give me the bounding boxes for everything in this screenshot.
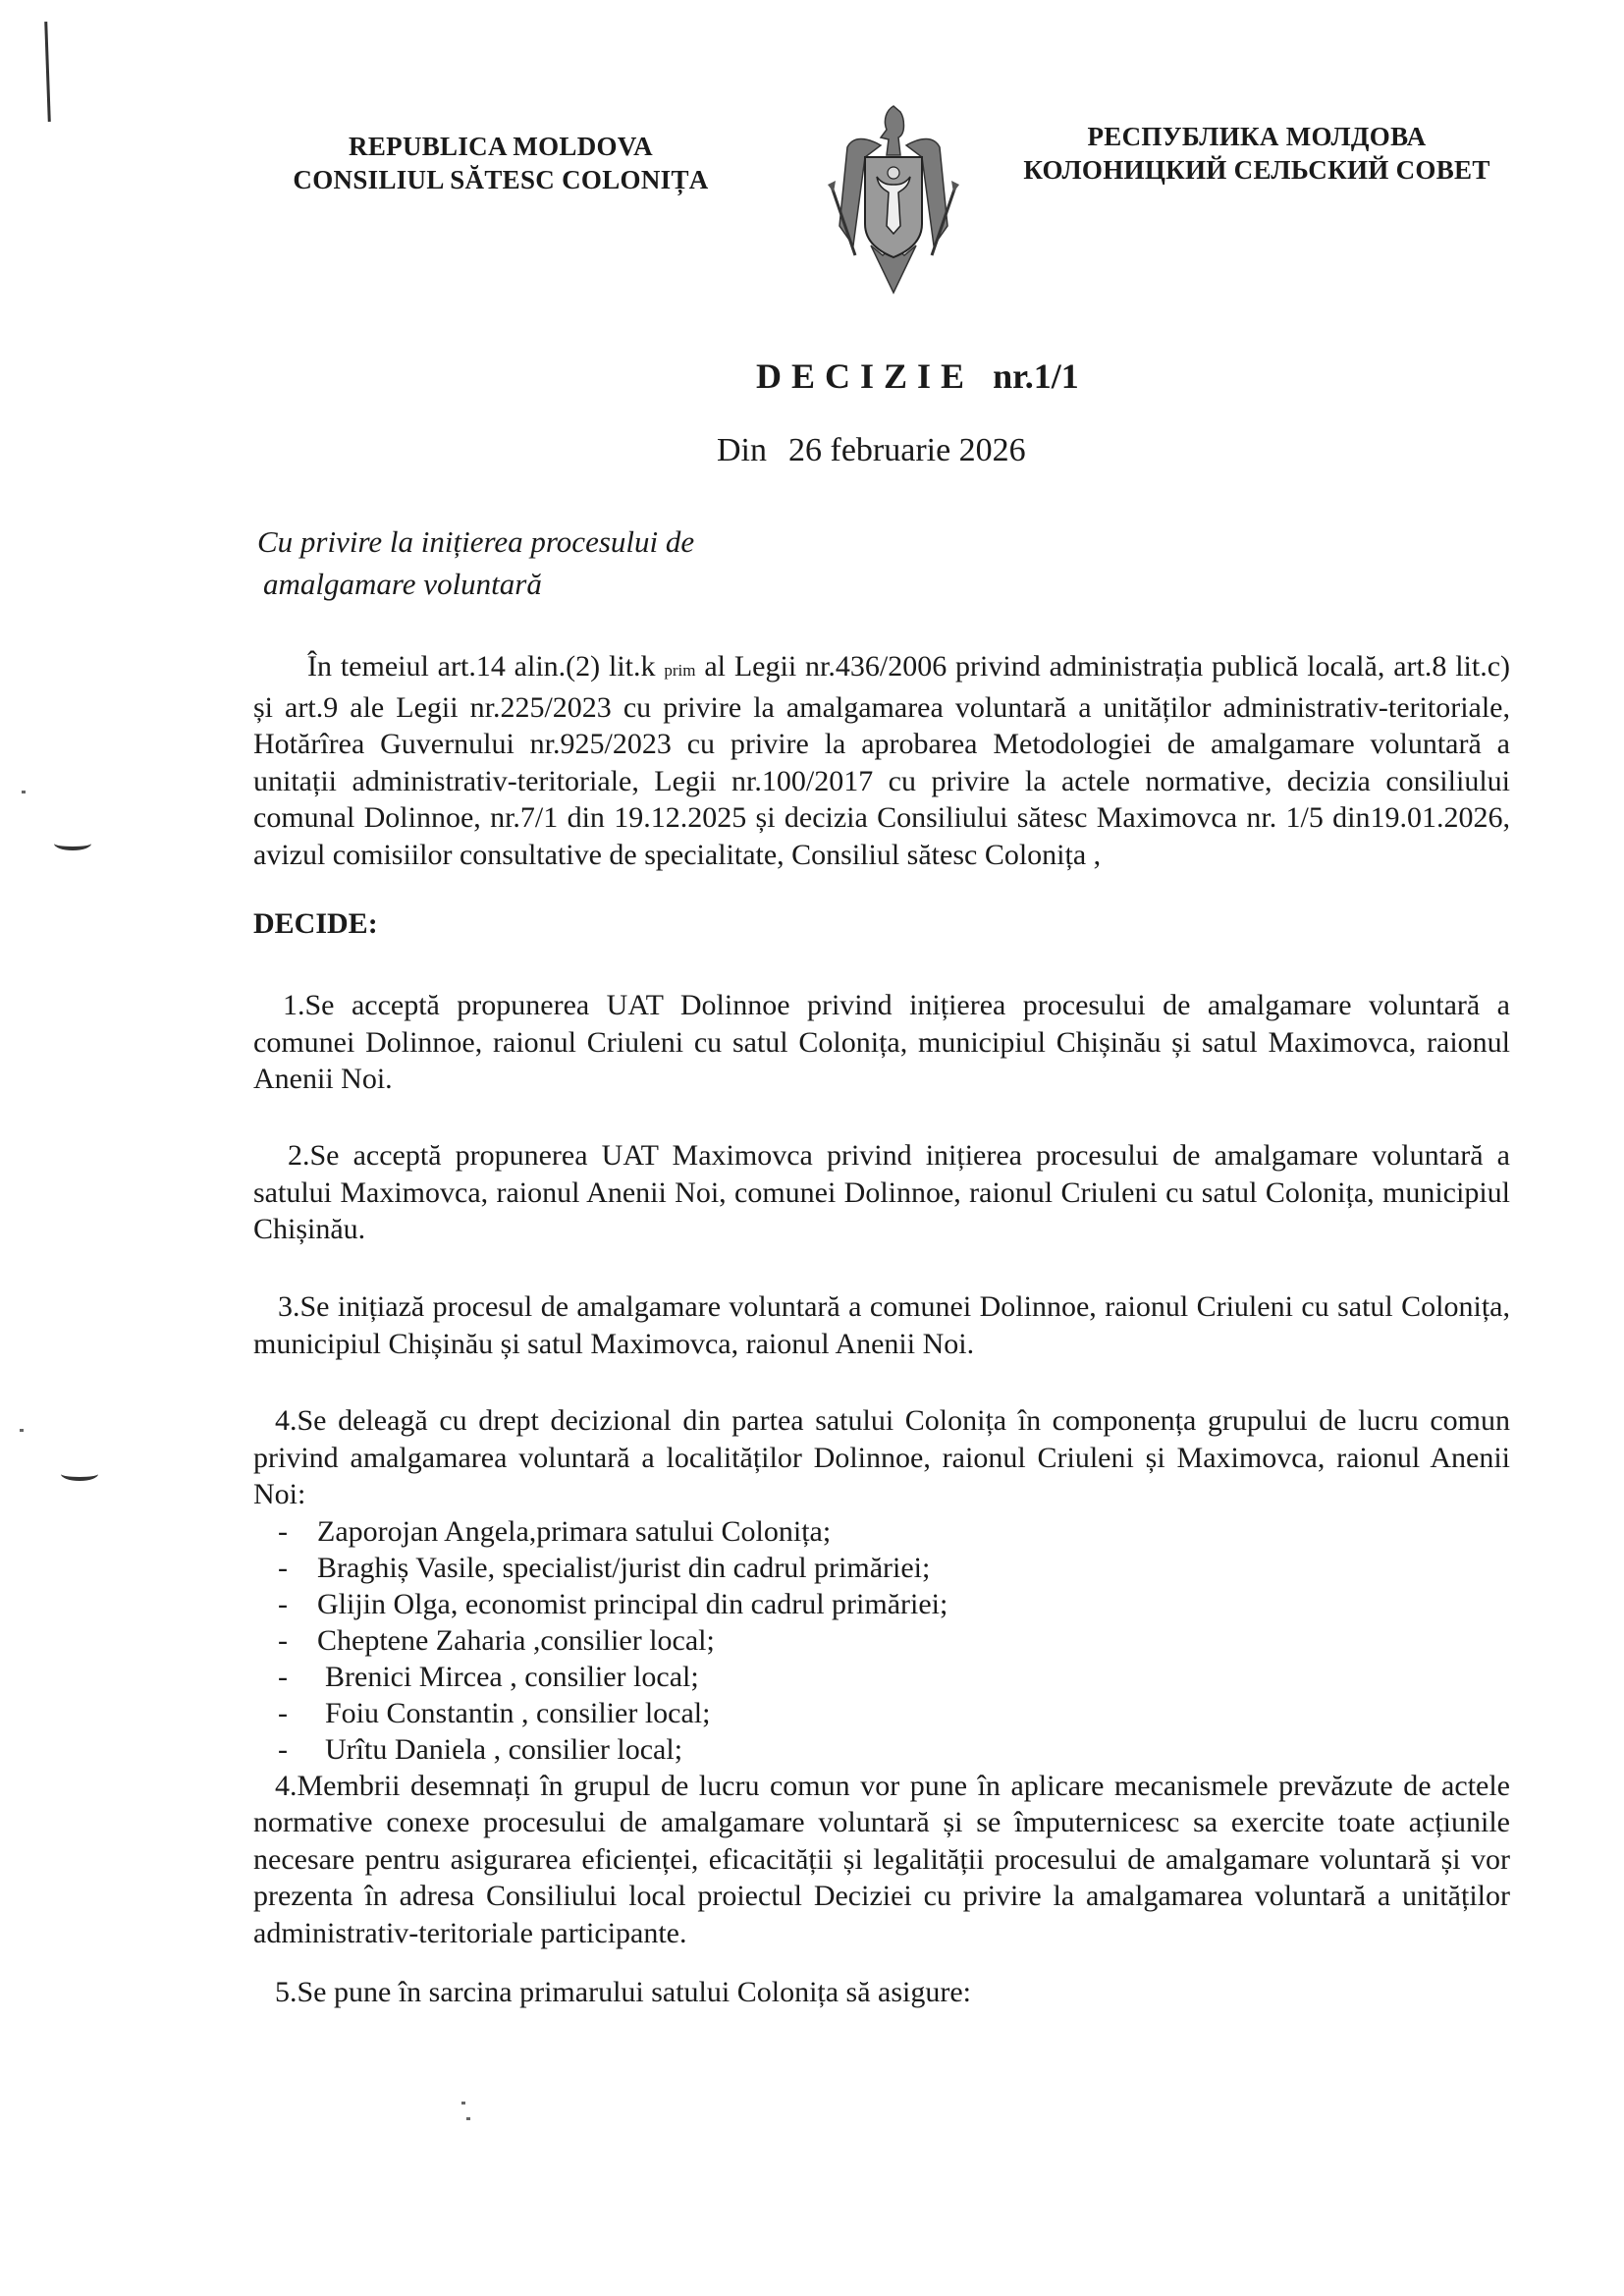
title-word: DECIZIE [756,356,975,396]
header-russian [967,120,1546,187]
document-title [756,355,1079,397]
preamble [253,648,1510,873]
member-text: Zaporojan Angela,primara satului Colonița; [317,1514,832,1548]
article-text: 1.Se acceptă propunerea UAT Dolinnoe privind inițierea procesului de amalgamare voluntară a comunei Dolinnoe, raionul Criuleni cu satul Colonița, municipiul Chișinău și satul Maximovca, raionul Anenii Noi. [253,989,1510,1095]
subject-line: amalgamare voluntară [263,567,542,601]
scan-speck [466,2117,470,2120]
article-2 [253,1137,1510,1248]
scan-mark-line [44,22,51,122]
decision-number: nr.1/1 [993,356,1079,396]
scan-speck [461,2102,465,2105]
article-text: 2.Se acceptă propunerea UAT Maximovca privind inițierea procesului de amalgamare voluntară a satului Maximovca, raionul Anenii Noi, comunei Dolinnoe, raionul Criuleni cu satul Colonița, municipiul Chișinău. [253,1139,1510,1245]
decide-label: DECIDE: [253,907,378,940]
member-bullet: - [278,1660,288,1693]
article-text: 4.Se deleagă cu drept decizional din partea satului Colonița în componența grupului de lucru comun privind amalgamarea voluntară a localităților Dolinnoe, raionul Criuleni și Maximovca, raionul Anenii Noi: [253,1404,1510,1510]
member-bullet: - [278,1732,288,1766]
preamble-part: al Legii nr.436/2006 privind administrația publică locală, art.8 lit.c) și art.9 ale Legii nr.225/2023 cu privire la amalgamarea voluntară a unităților administrativ-teritoriale, Hotărîrea Guvernului nr.925/2023 cu privire la aprobarea Metodologiei de amalgamare voluntară a unitații administrativ-teritoriale, Legii nr.100/2017 cu privire la actele normative, decizia consiliului comunal Dolinnoe, nr.7/1 din 19.12.2025 și decizia Consiliului sătesc Maximovca nr. 1/5 din19.01.2026, avizul comisiilor consultative de specialitate, Consiliul sătesc Colonița , [253,650,1510,871]
member-bullet: - [278,1587,288,1620]
document-subject [257,520,768,605]
member-item [253,1659,1510,1695]
member-item [253,1622,1510,1659]
article-4 [253,1402,1510,1951]
preamble-part: În temeiul art.14 alin.(2) lit.k [307,650,665,683]
member-item [253,1513,1510,1550]
header-country-ru: РЕСПУБЛИКА МОЛДОВА [1087,122,1427,151]
member-bullet: - [278,1623,288,1657]
working-group-members [253,1513,1510,1768]
scan-mark-curve [54,837,91,850]
article-5 [253,1974,1510,2011]
article-1 [253,987,1510,1098]
member-bullet: - [278,1514,288,1548]
member-text: Brenici Mircea , consilier local; [325,1660,699,1693]
article-text: 4.Membrii desemnați în grupul de lucru comun vor pune în aplicare mecanismele prevăzute de actele normative conexe procesului de amalgamare voluntară și se împuternicesc sa exercite toate acțiunile necesare pentru asigurarea eficienței, eficacității și legalității procesului de amalgamare voluntară și vor prezenta în adresa Consiliului local proiectul Deciziei cu privire la amalgamarea voluntară a unităților administrativ-teritoriale participante. [253,1769,1510,1949]
preamble-text [253,648,1510,873]
member-item [253,1550,1510,1586]
member-item [253,1695,1510,1731]
date-prefix: Din [717,432,767,468]
scan-speck [22,791,26,793]
member-text: Glijin Olga, economist principal din cadrul primăriei; [317,1587,948,1620]
member-text: Foiu Constantin , consilier local; [325,1696,711,1729]
member-item [253,1731,1510,1768]
preamble-prim: prim [664,661,696,680]
header-romanian [241,130,761,196]
document-date [717,432,1026,469]
member-text: Braghiș Vasile, specialist/jurist din cadrul primăriei; [317,1551,931,1584]
subject-line: Cu privire la inițierea procesului de [257,524,695,559]
article-3 [253,1288,1510,1362]
member-text: Urîtu Daniela , consilier local; [325,1732,683,1766]
article-text: 5.Se pune în sarcina primarului satului Colonița să asigure: [275,1976,972,2008]
scan-mark-curve [61,1467,98,1481]
header-council-ro: CONSILIUL SĂTESC COLONIȚA [293,165,709,194]
header-country-ro: REPUBLICA MOLDOVA [349,132,653,161]
coat-of-arms-icon [810,98,977,295]
scan-speck [20,1429,24,1432]
header-council-ru: КОЛОНИЦКИЙ СЕЛЬСКИЙ СОВЕТ [1023,155,1490,185]
date-value: 26 februarie 2026 [788,432,1026,468]
member-item [253,1586,1510,1622]
member-text: Cheptene Zaharia ,consilier local; [317,1623,715,1657]
member-bullet: - [278,1696,288,1729]
article-text: 3.Se inițiază procesul de amalgamare voluntară a comunei Dolinnoe, raionul Criuleni cu satul Colonița, municipiul Chișinău și satul Maximovca, raionul Anenii Noi. [253,1290,1510,1360]
member-bullet: - [278,1551,288,1584]
